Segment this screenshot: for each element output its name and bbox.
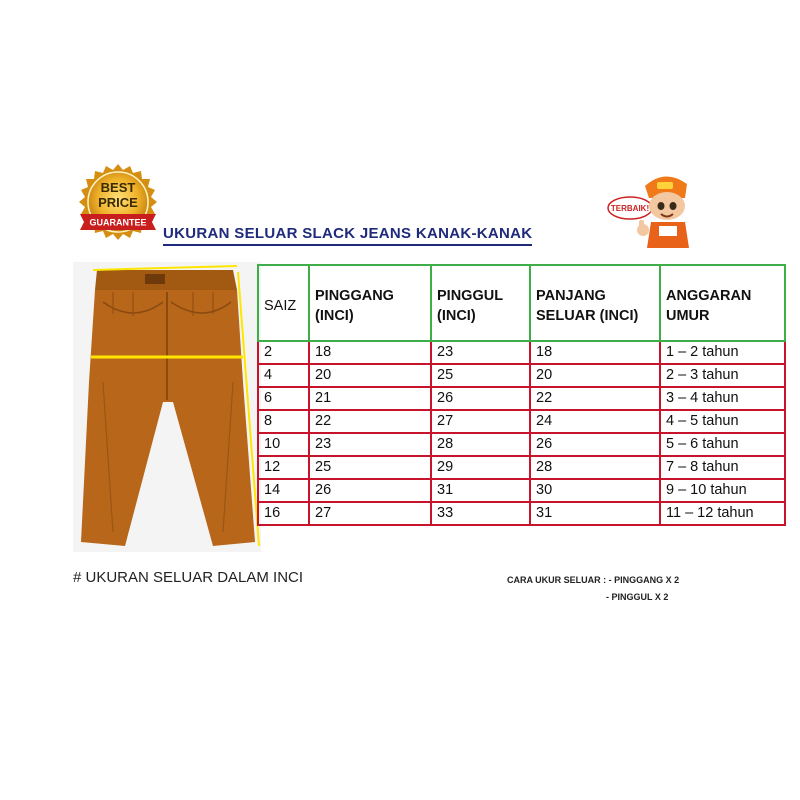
cell-panjang: 20 (530, 364, 660, 387)
cell-saiz: 14 (258, 479, 309, 502)
cell-umur: 9 – 10 tahun (660, 479, 785, 502)
cell-umur: 4 – 5 tahun (660, 410, 785, 433)
table-row (258, 479, 785, 502)
page-title: UKURAN SELUAR SLACK JEANS KANAK-KANAK (163, 225, 532, 246)
cell-pinggul: 33 (431, 502, 530, 525)
header-panjang-seluar: PANJANG SELUAR (INCI) (530, 265, 660, 341)
cell-pinggang: 27 (309, 502, 431, 525)
cell-pinggang: 21 (309, 387, 431, 410)
cell-panjang: 26 (530, 433, 660, 456)
table-row (258, 456, 785, 479)
cell-saiz: 12 (258, 456, 309, 479)
mascot-image (605, 168, 700, 250)
svg-text:PRICE: PRICE (98, 195, 138, 210)
cell-pinggang: 18 (309, 341, 431, 364)
cell-panjang: 22 (530, 387, 660, 410)
cell-panjang: 31 (530, 502, 660, 525)
cell-saiz: 2 (258, 341, 309, 364)
header-pinggang: PINGGANG (INCI) (309, 265, 431, 341)
svg-text:GUARANTEE: GUARANTEE (89, 217, 147, 228)
cell-pinggul: 25 (431, 364, 530, 387)
header-saiz: SAIZ (258, 265, 309, 341)
cell-panjang: 28 (530, 456, 660, 479)
cell-umur: 7 – 8 tahun (660, 456, 785, 479)
table-row (258, 387, 785, 410)
cell-pinggang: 23 (309, 433, 431, 456)
table-row (258, 410, 785, 433)
cell-umur: 3 – 4 tahun (660, 387, 785, 410)
cell-saiz: 6 (258, 387, 309, 410)
header-pinggul: PINGGUL (INCI) (431, 265, 530, 341)
header-anggaran-umur: ANGGARAN UMUR (660, 265, 785, 341)
table-header-row (258, 265, 785, 341)
note-measure-line1: CARA UKUR SELUAR : - PINGGANG X 2 (507, 575, 680, 585)
best-price-badge (76, 162, 160, 246)
cell-umur: 2 – 3 tahun (660, 364, 785, 387)
cell-saiz: 10 (258, 433, 309, 456)
cell-pinggang: 25 (309, 456, 431, 479)
cell-saiz: 16 (258, 502, 309, 525)
table-row (258, 364, 785, 387)
cell-umur: 1 – 2 tahun (660, 341, 785, 364)
cell-pinggul: 29 (431, 456, 530, 479)
cell-umur: 5 – 6 tahun (660, 433, 785, 456)
cell-pinggang: 22 (309, 410, 431, 433)
cell-pinggul: 31 (431, 479, 530, 502)
note-measure-line2: - PINGGUL X 2 (606, 592, 669, 602)
table-row (258, 341, 785, 364)
cell-pinggul: 27 (431, 410, 530, 433)
best-price-seal-icon (76, 162, 160, 246)
note-inches: # UKURAN SELUAR DALAM INCI (73, 569, 304, 586)
svg-text:TERBAIK!: TERBAIK! (610, 204, 650, 213)
size-chart-table (257, 264, 786, 526)
cell-pinggul: 26 (431, 387, 530, 410)
cell-saiz: 8 (258, 410, 309, 433)
pants-illustration-icon (73, 262, 261, 552)
cell-pinggul: 28 (431, 433, 530, 456)
cell-umur: 11 – 12 tahun (660, 502, 785, 525)
cell-saiz: 4 (258, 364, 309, 387)
table-row (258, 433, 785, 456)
cell-panjang: 24 (530, 410, 660, 433)
cell-panjang: 18 (530, 341, 660, 364)
cell-panjang: 30 (530, 479, 660, 502)
cell-pinggang: 26 (309, 479, 431, 502)
svg-text:BEST: BEST (100, 180, 136, 195)
pants-photo (73, 262, 261, 552)
cell-pinggang: 20 (309, 364, 431, 387)
mascot-icon (605, 168, 700, 250)
table-row (258, 502, 785, 525)
cell-pinggul: 23 (431, 341, 530, 364)
